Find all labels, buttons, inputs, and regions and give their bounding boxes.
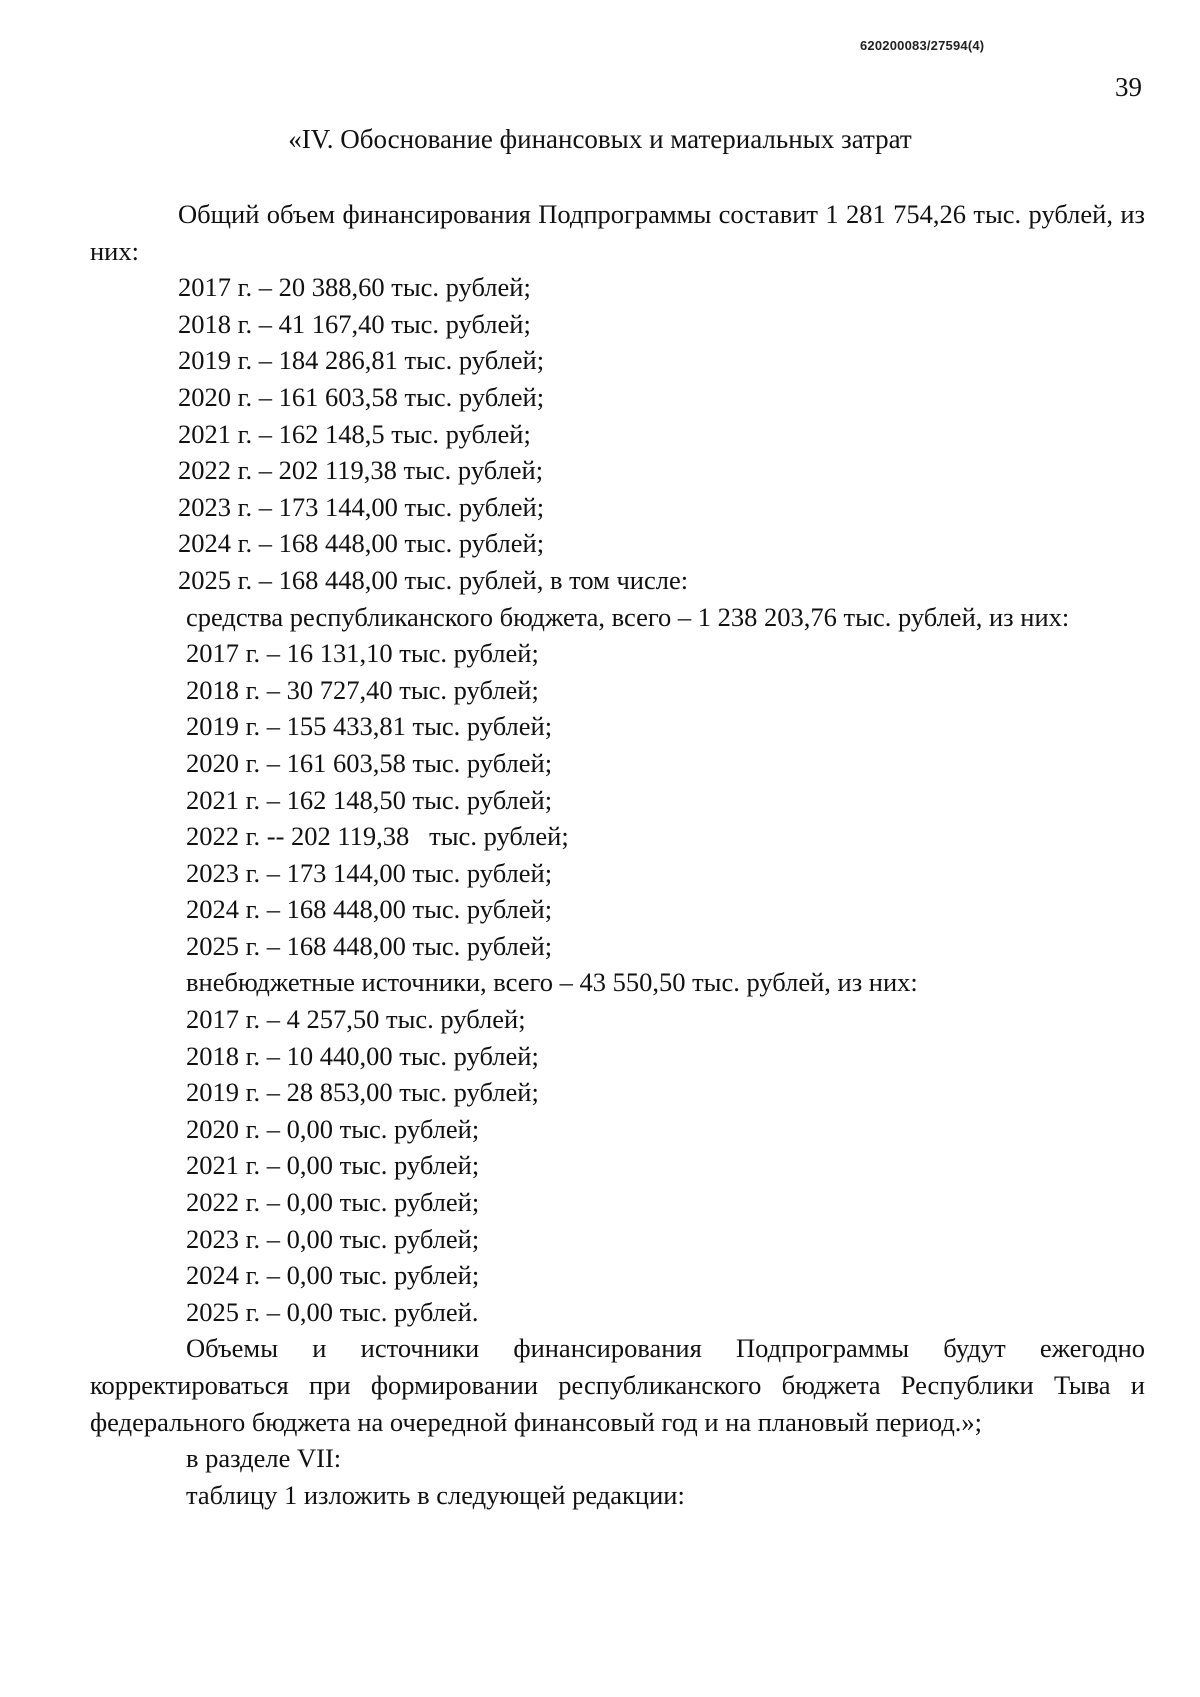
list-item: 2021 г. – 162 148,5 тыс. рублей; [178, 418, 531, 449]
list-item: 2017 г. – 16 131,10 тыс. рублей; [186, 638, 539, 669]
list-item: 2022 г. – 0,00 тыс. рублей; [186, 1187, 480, 1218]
page-number: 39 [1115, 72, 1142, 102]
list-item: 2018 г. – 41 167,40 тыс. рублей; [178, 308, 531, 339]
list-item: 2018 г. – 30 727,40 тыс. рублей; [186, 674, 539, 705]
list-item: 2024 г. – 168 448,00 тыс. рублей; [178, 528, 545, 559]
table-instruction: таблицу 1 изложить в следующей редакции: [186, 1479, 685, 1510]
list-item: 2019 г. – 28 853,00 тыс. рублей; [186, 1077, 539, 1108]
list-item: 2022 г. – 202 119,38 тыс. рублей; [178, 455, 544, 486]
list-item: 2023 г. – 173 144,00 тыс. рублей; [186, 857, 553, 888]
list-item: 2024 г. – 168 448,00 тыс. рублей; [186, 894, 553, 925]
intro-paragraph: Общий объем финансирования Подпрограммы составит 1 281 754,26 тыс. рублей, из них: [90, 199, 1145, 266]
list-item: 2024 г. – 0,00 тыс. рублей; [186, 1260, 480, 1291]
list-item: 2020 г. – 0,00 тыс. рублей; [186, 1113, 480, 1144]
section-title: «IV. Обоснование финансовых и материальных затрат [288, 124, 912, 154]
total-funding-by-year-list [90, 269, 1145, 598]
list-item: 2020 г. – 161 603,58 тыс. рублей; [186, 747, 553, 778]
list-item: 2025 г. – 168 448,00 тыс. рублей, в том числе: [178, 564, 689, 595]
list-item: 2023 г. – 173 144,00 тыс. рублей; [178, 491, 545, 522]
list-item: 2021 г. – 0,00 тыс. рублей; [186, 1150, 480, 1181]
list-item: 2018 г. – 10 440,00 тыс. рублей; [186, 1040, 539, 1071]
offbudget-by-year-list [90, 1001, 1145, 1330]
republic-budget-heading: средства республиканского бюджета, всего – 1 238 203,76 тыс. рублей, из них: [186, 601, 1070, 632]
document-registration-number: 620200083/27594(4) [860, 38, 985, 53]
list-item: 2019 г. – 155 433,81 тыс. рублей; [186, 711, 553, 742]
list-item: 2025 г. – 168 448,00 тыс. рублей; [186, 930, 553, 961]
republic-budget-by-year-list [90, 635, 1145, 964]
list-item: 2023 г. – 0,00 тыс. рублей; [186, 1223, 480, 1254]
list-item: 2020 г. – 161 603,58 тыс. рублей; [178, 381, 545, 412]
document-body [90, 196, 1145, 1513]
list-item: 2019 г. – 184 286,81 тыс. рублей; [178, 345, 545, 376]
list-item: 2017 г. – 4 257,50 тыс. рублей; [186, 1004, 526, 1035]
closing-paragraph: Объемы и источники финансирования Подпрограммы будут ежегодно корректироваться при формировании республиканского бюджета Республики Тыва и федерального бюджета на очередной финансовый год и на плановый период.»; [90, 1333, 1145, 1437]
list-item: 2021 г. – 162 148,50 тыс. рублей; [186, 784, 553, 815]
list-item: 2022 г. -- 202 119,38 тыс. рублей; [186, 821, 569, 852]
list-item: 2017 г. – 20 388,60 тыс. рублей; [178, 272, 531, 303]
section-reference: в разделе VII: [186, 1443, 342, 1474]
list-item: 2025 г. – 0,00 тыс. рублей. [186, 1296, 479, 1327]
offbudget-heading: внебюджетные источники, всего – 43 550,50 тыс. рублей, из них: [186, 967, 918, 998]
